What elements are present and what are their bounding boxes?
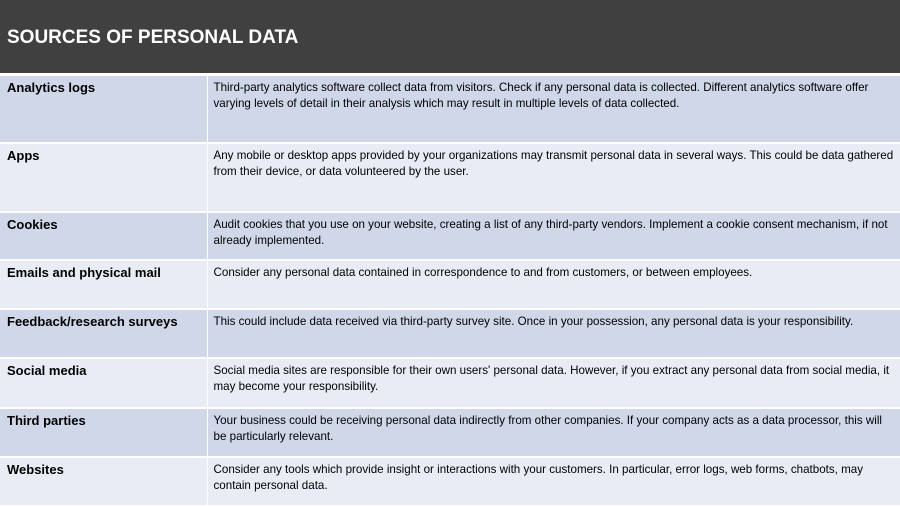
title-bar — [0, 0, 900, 73]
table-row — [0, 358, 900, 408]
source-description: Your business could be receiving personal data indirectly from other companies. If your company acts as a data processor, this will be particularly relevant. — [213, 414, 882, 443]
source-description-cell — [207, 212, 900, 260]
source-description: Consider any tools which provide insight or interactions with your customers. In particular, error logs, web forms, chatbots, may contain personal data. — [213, 463, 864, 492]
source-description-cell — [207, 457, 900, 506]
source-name-cell — [0, 309, 207, 358]
table-row — [0, 457, 900, 506]
source-description-cell — [207, 309, 900, 358]
table-row — [0, 309, 900, 358]
source-name-cell — [0, 76, 207, 143]
source-name-cell — [0, 260, 207, 309]
source-name-cell — [0, 358, 207, 408]
source-name-cell — [0, 457, 207, 506]
table-row — [0, 408, 900, 457]
table-row — [0, 76, 900, 143]
source-name: Analytics logs — [7, 80, 96, 95]
source-name: Websites — [7, 462, 64, 477]
source-description: This could include data received via third-party survey site. Once in your possession, any personal data is your responsibility. — [213, 315, 854, 328]
source-name-cell — [0, 408, 207, 457]
page-title: SOURCES OF PERSONAL DATA — [7, 27, 299, 48]
table-row — [0, 260, 900, 309]
source-name: Apps — [7, 148, 40, 163]
table-row — [0, 212, 900, 260]
source-name-cell — [0, 212, 207, 260]
source-description: Audit cookies that you use on your website, creating a list of any third-party vendors. Implement a cookie consent mechanism, if not already implemented. — [213, 218, 888, 247]
source-description-cell — [207, 358, 900, 408]
table-row — [0, 143, 900, 212]
source-description: Third-party analytics software collect data from visitors. Check if any personal data is collected. Different analytics software offer varying levels of detail in their analysis which may result in multiple levels of data collected. — [213, 81, 869, 110]
source-description: Social media sites are responsible for their own users' personal data. However, if you extract any personal data from social media, it may become your responsibility. — [213, 364, 890, 393]
sources-table — [0, 76, 900, 507]
source-description-cell — [207, 408, 900, 457]
source-name: Feedback/research surveys — [7, 314, 178, 329]
source-name: Emails and physical mail — [7, 265, 161, 280]
source-description-cell — [207, 260, 900, 309]
source-description: Any mobile or desktop apps provided by your organizations may transmit personal data in several ways. This could be data gathered from their device, or data volunteered by the user. — [213, 149, 894, 178]
source-name: Third parties — [7, 413, 86, 428]
source-description: Consider any personal data contained in correspondence to and from customers, or between employees. — [213, 266, 753, 279]
source-name: Cookies — [7, 217, 58, 232]
source-name: Social media — [7, 363, 87, 378]
source-description-cell — [207, 76, 900, 143]
source-name-cell — [0, 143, 207, 212]
source-description-cell — [207, 143, 900, 212]
